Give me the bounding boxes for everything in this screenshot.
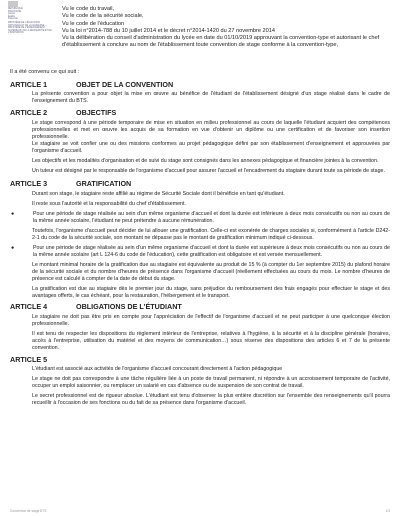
logo-text-line: Liberté xyxy=(8,13,16,16)
page-number: 1/3 xyxy=(385,509,390,513)
article-title: OBJET DE LA CONVENTION xyxy=(76,80,174,89)
article-number: ARTICLE 3 xyxy=(10,179,48,188)
legal-preamble xyxy=(62,6,392,50)
article-4-heading xyxy=(10,302,390,311)
article-1-heading xyxy=(10,80,390,89)
logo-text-line: FRANÇAISE xyxy=(8,10,22,13)
article-paragraph: Toutefois, l'organisme d'accueil peut décider de lui allouer une gratification. Celle-ci est exonérée de charges sociales si, conformément à l'article D242-2-1 du code de la sécurité sociale, son montant ne dépasse pas le montant de gratification minimum indiqué ci-dessous. xyxy=(32,228,390,241)
bullet-text: Pour une période de stage réalisée au sein d'un même organisme d'accueil et dont la durée est supérieure à deux mois consécutifs ou non au cours de la même année scolaire (art L 124-6 du code de l'éducation), cette gratification est obligatoire et est versée mensuellement. xyxy=(33,245,390,258)
logo-text-line: RÉPUBLIQUE xyxy=(8,8,23,10)
marianne-icon xyxy=(8,1,18,7)
intro-text: Il a été convenu ce qui suit : xyxy=(10,69,80,75)
article-paragraph: Il reste sous l'autorité et la responsabilité du chef d'établissement. xyxy=(32,201,186,207)
bullet-item xyxy=(10,211,390,225)
republic-logo xyxy=(8,1,52,35)
page-footer xyxy=(10,509,390,513)
preamble-line: Vu le code de l'éducation xyxy=(62,20,125,27)
article-paragraph: Le stage ne doit pas correspondre à une tâche régulière liée à un poste de travail permanent, ni répondre à un accroissement temporaire de l'activité, occuper un emploi saisonnier, ou remplacer un salarié en cas d'absence ou de suspension de son contrat de travail. xyxy=(32,376,390,389)
logo-text-line: Égalité xyxy=(8,15,16,18)
article-paragraph: Le stage correspond à une période temporaire de mise en situation en milieu professionnel au cours de laquelle l'étudiant acquiert des compétences professionnelles et met en œuvre les acquis de sa formation en vue d'obtenir un diplôme ou une certification et de favoriser son insertion professionnelle. xyxy=(32,120,390,140)
article-number: ARTICLE 2 xyxy=(10,108,48,117)
article-title: GRATIFICATION xyxy=(76,179,132,188)
article-2-heading xyxy=(10,108,390,117)
article-paragraph: Le stagiaire se voit confier une ou des missions conformes au projet pédagogique défini par son établissement d'enseignement et approuvées par l'organisme d'accueil. xyxy=(32,141,390,154)
article-5-heading xyxy=(10,355,390,364)
document-body xyxy=(10,80,390,407)
bullet-icon: ● xyxy=(11,211,15,217)
article-paragraph: Le secret professionnel est de rigueur absolue. L'étudiant est tenu d'observer la plus entière discrétion sur l'ensemble des renseignements qu'il pourra recueillir à l'occasion de ses fonctions ou du fait de sa présence dans l'organisme d'accueil. xyxy=(32,393,390,406)
bullet-text: Pour une période de stage réalisée au sein d'un même organisme d'accueil et dont la durée est inférieure à deux mois consécutifs ou non au cours de la même année scolaire, l'étudiant ne peut prétendre à aucune rémunération. xyxy=(33,211,390,224)
article-paragraph: Durant son stage, le stagiaire reste affilié au régime de Sécurité Sociale dont il bénéficie en tant qu'étudiant. xyxy=(32,191,285,197)
preamble-line: Vu le code de la sécurité sociale, xyxy=(62,13,144,20)
footer-left: Convention de stage BTS xyxy=(10,509,47,513)
article-number: ARTICLE 1 xyxy=(10,80,48,89)
article-title: OBLIGATIONS DE L'ÉTUDIANT xyxy=(76,302,182,311)
article-number: ARTICLE 4 xyxy=(10,302,48,311)
logo-text-line: Fraternité xyxy=(8,18,18,21)
preamble-line: Vu le code du travail, xyxy=(62,6,115,12)
article-paragraph: Un tuteur est désigné par le responsable de l'organisme d'accueil pour assurer l'accueil et l'encadrement du stagiaire durant toute sa période de stage. xyxy=(32,168,385,174)
article-paragraph: La gratification est due au stagiaire dès le premier jour du stage, sans préjudice du remboursement des frais engagés pour effectuer le stage et des avantages offerts, le cas échéant, pour la restauration, l'hébergement et le transport. xyxy=(32,286,390,299)
bullet-icon: ● xyxy=(11,245,15,251)
article-paragraph: Les objectifs et les modalités d'organisation et de suivi du stage sont consignés dans les annexes pédagogique et financière jointes à la convention. xyxy=(32,158,379,164)
article-paragraph: Le stagiaire ne doit pas être pris en compte pour l'appréciation de l'effectif de l'organisme d'accueil et ne peut participer à une quelconque élection professionnelle. xyxy=(32,314,390,327)
preamble-line: Vu la délibération du conseil d'administration du lycée en date du 01/10/2019 approuvant la convention-type et autorisant le chef d'établissement à conclure au nom de l'établissement toute convention de stage conforme à la convention-type, xyxy=(62,35,380,49)
bullet-item xyxy=(10,245,390,259)
article-paragraph: Le montant minimal horaire de la gratification due au stagiaire est équivalente au produit de 15 % (à compter du 1er septembre 2015) du plafond horaire de la sécurité sociale et du nombre d'heures de présence dans l'organisme d'accueil (réellement effectuées au cours du mois. Le nombre d'heures de présence est calculé à compter de la date de début du stage. xyxy=(32,262,390,282)
preamble-line: Vu la loi n°2014-788 du 10 juillet 2014 et le décret n°2014-1420 du 27 novembre 2014 xyxy=(62,27,275,34)
article-paragraph: La présente convention a pour objet la mise en œuvre au bénéfice de l'étudiant de l'établissement désigné d'un stage réalisé dans le cadre de l'enseignement du BTS. xyxy=(32,91,390,104)
article-paragraph: Il est tenu de respecter les dispositions du règlement intérieur de l'entreprise, relatives à l'hygiène, à la sécurité et à la discipline générale (horaires, accès à l'entreprise, utilisation du matériel et des moyens de communication…) sous réserve des dispositions des articles 6 et 7 de la présente convention. xyxy=(32,331,390,351)
ministry-name: MINISTÈRE DE L'ÉDUCATION NATIONALE ET DE LA JEUNESSE — MINISTÈRE DE L'ENSEIGNEMENT SUPÉRIEUR, DE LA RECHERCHE ET DE L'INNOVATION xyxy=(8,21,52,35)
article-paragraph: L'étudiant est associé aux activités de l'organisme d'accueil concourant directement à l'action pédagogique xyxy=(32,366,283,372)
article-3-heading xyxy=(10,179,390,188)
article-number: ARTICLE 5 xyxy=(10,355,48,364)
article-title: OBJECTIFS xyxy=(76,108,117,117)
